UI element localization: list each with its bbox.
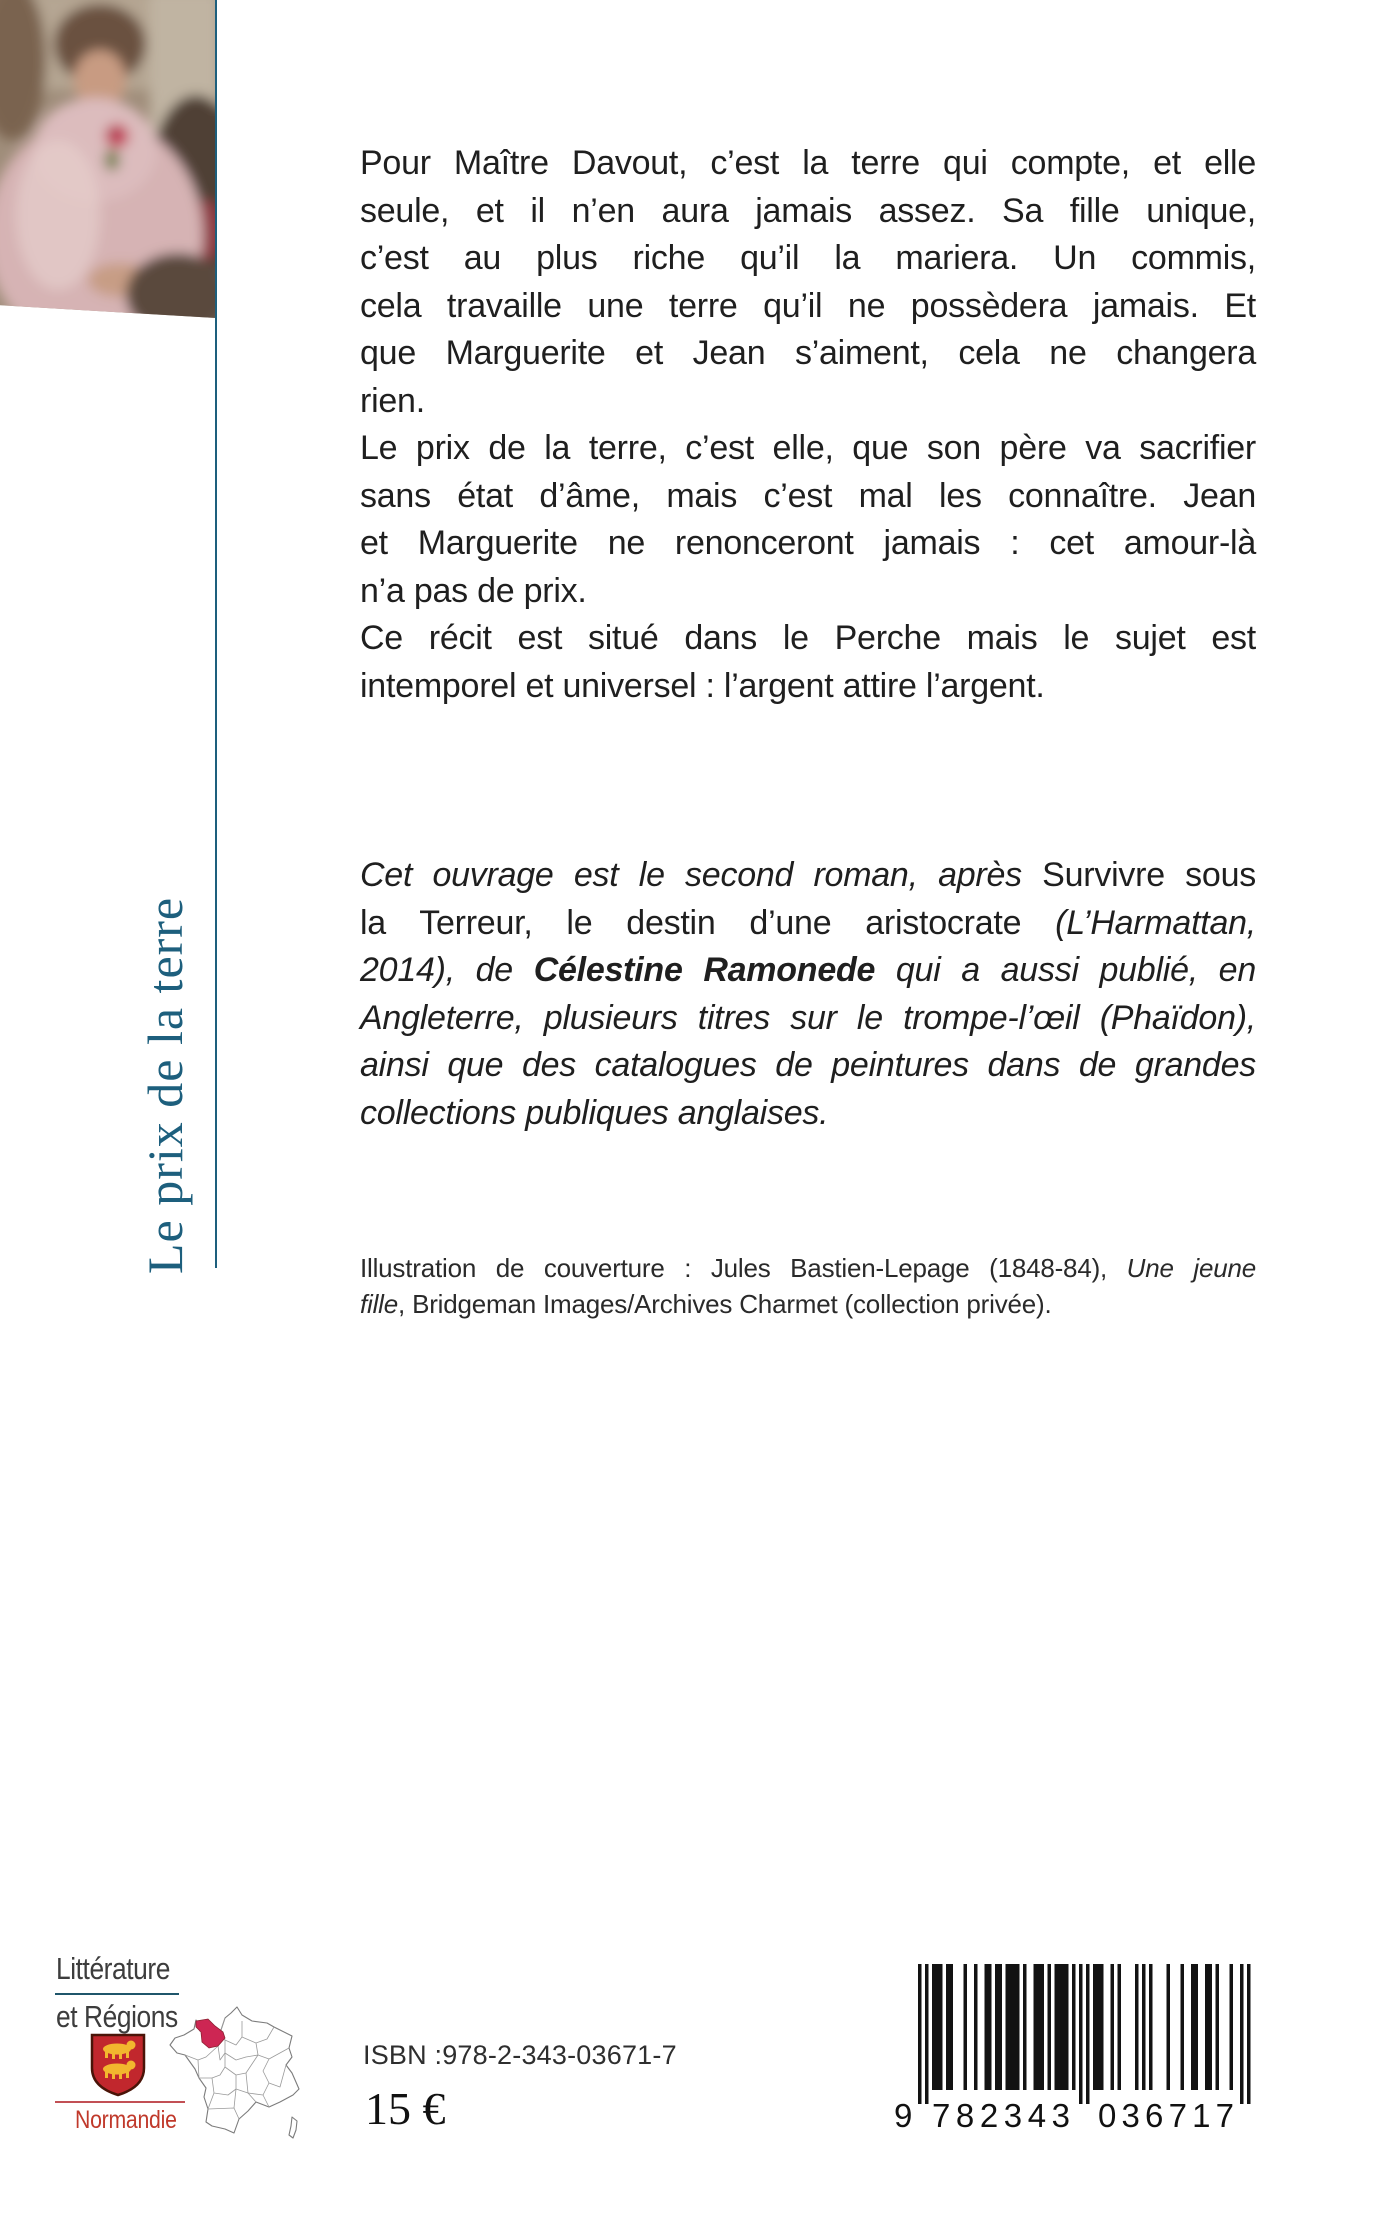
text-line: sans état d’âme, mais c’est mal les connaître. Jean	[360, 476, 1256, 515]
about-author-text	[360, 852, 1256, 1137]
svg-text:036717: 036717	[1098, 2097, 1234, 2132]
collection-region-label: Normandie	[75, 2106, 177, 2134]
cover-painting-art	[0, 0, 216, 318]
text-line: 2014), de Célestine Ramonede qui a aussi publié, en	[360, 951, 1256, 989]
book-title-vertical: Le prix de la terre	[137, 896, 193, 1274]
text-line: Angleterre, plusieurs titres sur le trompe-l’œil (Phaïdon),	[360, 998, 1256, 1037]
cover-credit-text	[360, 1250, 1256, 1322]
text-line: Cet ouvrage est le second roman, après Survivre sous	[360, 856, 1256, 894]
text-line: Ce récit est situé dans le Perche mais le sujet est	[360, 619, 1256, 657]
text-line: c’est au plus riche qu’il la mariera. Un commis,	[360, 239, 1256, 277]
text-line: que Marguerite et Jean s’aiment, cela ne changera	[360, 334, 1256, 372]
text-line: intemporel et universel : l’argent attire l’argent.	[360, 666, 1045, 705]
text-line: Pour Maître Davout, c’est la terre qui compte, et elle	[360, 144, 1256, 182]
text-line: et Marguerite ne renonceront jamais : cet amour-là	[360, 524, 1256, 562]
barcode-bars	[890, 1964, 1254, 2132]
france-map	[168, 2005, 304, 2150]
svg-text:782343: 782343	[932, 2097, 1070, 2132]
price-label: 15 €	[365, 2083, 446, 2134]
svg-text:9: 9	[894, 2097, 913, 2132]
text-line: Illustration de couverture : Jules Bastien-Lepage (1848-84), Une jeune	[360, 1253, 1256, 1283]
text-line: fille, Bridgeman Images/Archives Charmet (collection privée).	[360, 1289, 1052, 1319]
collection-teal-rule	[55, 1993, 179, 1995]
collection-red-rule	[55, 2101, 185, 2103]
text-line: rien.	[360, 381, 425, 420]
text-line: cela travaille une terre qu’il ne possèdera jamais. Et	[360, 286, 1256, 325]
text-line: ainsi que des catalogues de peintures dans de grandes	[360, 1046, 1256, 1084]
text-line: seule, et il n’en aura jamais assez. Sa fille unique,	[360, 191, 1256, 230]
normandie-shield-icon	[88, 2032, 148, 2098]
cover-painting	[0, 0, 216, 318]
text-line: la Terreur, le destin d’une aristocrate (L’Harmattan,	[360, 903, 1256, 942]
isbn-label: ISBN :978-2-343-03671-7	[363, 2040, 677, 2070]
barcode	[890, 1964, 1254, 2132]
synopsis-text	[360, 140, 1256, 710]
text-line: n’a pas de prix.	[360, 571, 587, 610]
text-line: collections publiques anglaises.	[360, 1093, 829, 1132]
collection-name-line2: et Régions	[56, 1999, 178, 2034]
collection-name-line1: Littérature	[56, 1951, 170, 1986]
text-line: Le prix de la terre, c’est elle, que son père va sacrifier	[360, 429, 1256, 467]
spine-vertical-rule	[215, 0, 217, 1268]
